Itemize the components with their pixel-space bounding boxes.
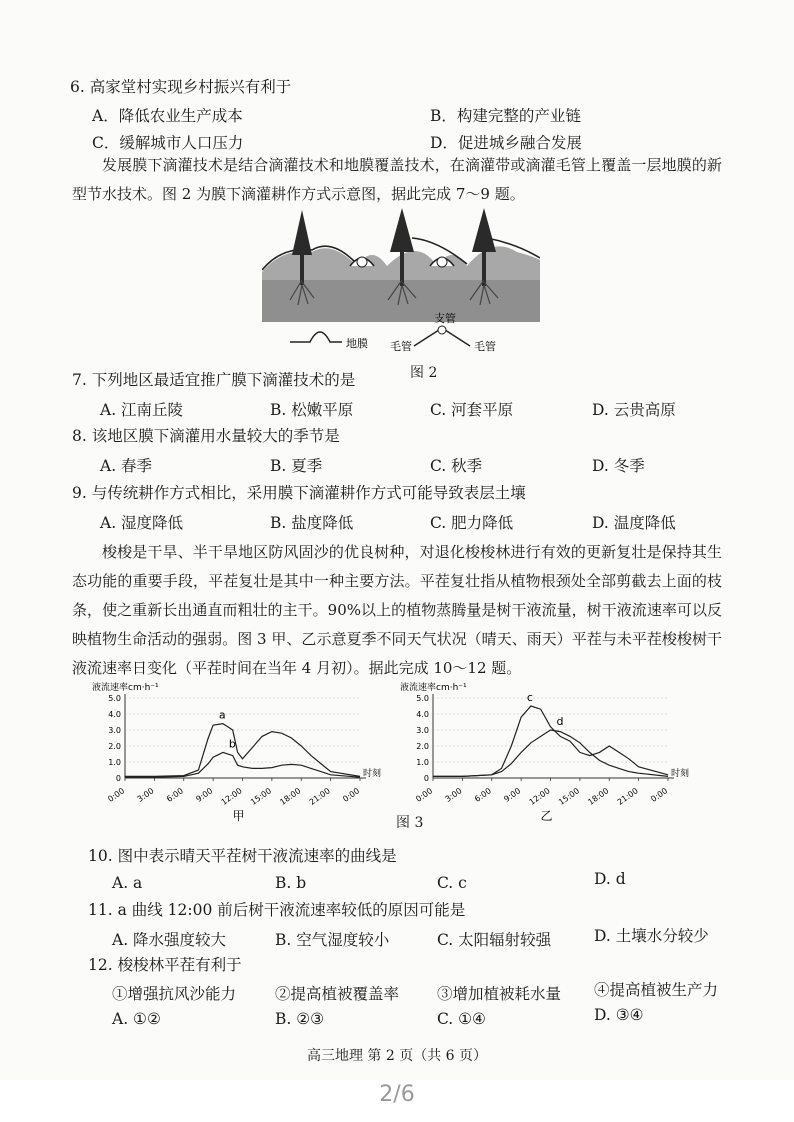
yi-series-label-d: d [556, 715, 564, 728]
yi-x-tick-label: 18:00 [586, 786, 611, 807]
q6-option-c: C．缓解城市人口压力 [92, 134, 244, 152]
yi-series-c [433, 706, 668, 776]
yi-x-tick-label: 0:00 [414, 786, 435, 804]
figure-2-caption: 图 2 [410, 365, 438, 381]
jia-y-tick-label: 4.0 [108, 710, 121, 719]
legend-film-symbol [290, 332, 342, 342]
q9-option-c: C. 肥力降低 [430, 514, 514, 532]
figure-3-chart-yi [398, 678, 698, 828]
yi-x-tick-label: 0:00 [649, 786, 670, 804]
figure-3-chart-jia [90, 678, 390, 828]
yi-y-tick-label: 5.0 [416, 694, 429, 703]
q10-option-d: D. d [594, 870, 626, 888]
yi-x-tick-label: 15:00 [556, 786, 582, 807]
jia-x-tick-label: 0:00 [106, 786, 127, 804]
q8-option-c: C. 秋季 [430, 457, 483, 475]
q12-option-a: A. ①② [112, 1010, 161, 1028]
legend-branch-label: 支管 [434, 312, 456, 325]
yi-x-tick-label: 21:00 [615, 786, 640, 807]
q7-option-d: D. 云贵高原 [592, 401, 676, 419]
q7-option-a: A. 江南丘陵 [100, 401, 184, 419]
jia-chart-title: 甲 [232, 809, 245, 823]
q7-option-c: C. 河套平原 [430, 401, 514, 419]
q12-statement-1: ①增强抗风沙能力 [112, 985, 237, 1003]
q10-stem: 10. 图中表示晴天平茬树干液流速率的曲线是 [88, 847, 397, 865]
figure-2-diagram [262, 200, 540, 380]
q11-option-a: A. 降水强度较大 [112, 931, 227, 949]
legend-capillary-left: 毛管 [390, 340, 412, 353]
jia-y-tick-label: 0 [115, 774, 121, 783]
q9-option-a: A. 湿度降低 [100, 514, 184, 532]
jia-y-tick-label: 3.0 [108, 726, 121, 735]
q12-statement-3: ③增加植被耗水量 [437, 985, 562, 1003]
page-footer: 高三地理 第 2 页（共 6 页） [306, 1048, 488, 1064]
jia-y-tick-label: 5.0 [108, 694, 121, 703]
jia-x-tick-label: 3:00 [135, 786, 156, 804]
jia-y-tick-label: 1.0 [108, 758, 121, 767]
yi-y-tick-label: 3.0 [416, 726, 429, 735]
q12-option-c: C. ①④ [437, 1010, 486, 1028]
q8-option-d: D. 冬季 [592, 457, 645, 475]
q11-option-c: C. 太阳辐射较强 [437, 931, 552, 949]
q7-stem: 7. 下列地区最适宜推广膜下滴灌技术的是 [72, 371, 356, 389]
q12-statement-2: ②提高植被覆盖率 [275, 985, 400, 1003]
figure-3-caption: 图 3 [396, 815, 424, 831]
q12-statement-4: ④提高植被生产力 [594, 981, 719, 999]
yi-y-tick-label: 4.0 [416, 710, 429, 719]
q12-option-d: D. ③④ [594, 1006, 644, 1024]
q6-option-b: B．构建完整的产业链 [430, 107, 581, 125]
q11-option-d: D. 土壤水分较少 [594, 927, 709, 945]
yi-series-d [433, 730, 668, 776]
q9-option-b: B. 盐度降低 [270, 514, 354, 532]
legend-capillary-right: 毛管 [474, 340, 496, 353]
yi-x-tick-label: 9:00 [502, 786, 523, 804]
q6-option-a: A．降低农业生产成本 [92, 107, 243, 125]
yi-x-tick-label: 6:00 [473, 786, 493, 804]
yi-y-tick-label: 2.0 [416, 742, 429, 751]
yi-x-tick-label: 3:00 [443, 786, 464, 804]
q6-stem: 6. 高家堂村实现乡村振兴有利于 [70, 78, 292, 96]
q10-option-c: C. c [437, 874, 467, 892]
q8-option-b: B. 夏季 [270, 457, 323, 475]
q9-stem: 9. 与传统耕作方式相比，采用膜下滴灌耕作方式可能导致表层土壤 [72, 484, 526, 502]
yi-chart-title: 乙 [540, 809, 553, 823]
page-indicator: 2/6 [379, 1082, 415, 1107]
q12-option-b: B. ②③ [275, 1010, 325, 1028]
q8-stem: 8. 该地区膜下滴灌用水量较大的季节是 [72, 427, 340, 445]
q7-option-b: B. 松嫩平原 [270, 401, 354, 419]
drip-emitter-2 [437, 257, 447, 267]
passage-drip-irrigation: 发展膜下滴灌技术是结合滴灌技术和地膜覆盖技术，在滴灌带或滴灌毛管上覆盖一层地膜的新型节水技术。图 2 为膜下滴灌耕作方式示意图，据此完成 7～9 题。 [72, 156, 722, 203]
yi-series-label-c: c [526, 691, 533, 704]
drip-emitter-1 [357, 257, 367, 267]
jia-y-axis-label: 液流速率cm·h⁻¹ [92, 683, 159, 693]
jia-y-tick-label: 2.0 [108, 742, 121, 751]
q6-option-d: D．促进城乡融合发展 [430, 134, 582, 152]
jia-series-label-a: a [218, 708, 226, 722]
yi-x-axis-label: 时刻 [671, 769, 690, 779]
legend-branch-circle [438, 326, 446, 334]
legend-film-label: 地膜 [346, 337, 368, 350]
yi-y-tick-label: 0 [423, 774, 429, 783]
q9-option-d: D. 温度降低 [592, 514, 676, 532]
q10-option-b: B. b [275, 874, 307, 892]
jia-x-tick-label: 12:00 [219, 786, 244, 807]
yi-y-tick-label: 1.0 [416, 758, 429, 767]
jia-series-label-b: b [228, 737, 236, 751]
jia-x-tick-label: 21:00 [307, 786, 332, 807]
jia-x-tick-label: 18:00 [278, 786, 303, 807]
jia-series-a [125, 724, 360, 777]
jia-x-tick-label: 15:00 [248, 786, 274, 807]
q11-stem: 11. a 曲线 12:00 前后树干液流速率较低的原因可能是 [88, 901, 466, 919]
yi-y-axis-label: 液流速率cm·h⁻¹ [400, 683, 467, 693]
jia-x-tick-label: 9:00 [194, 786, 215, 804]
yi-x-tick-label: 12:00 [527, 786, 552, 807]
jia-x-tick-label: 6:00 [165, 786, 185, 804]
jia-x-tick-label: 0:00 [341, 786, 362, 804]
passage-haloxylon: 梭梭是干旱、半干旱地区防风固沙的优良树种，对退化梭梭林进行有效的更新复壮是保持其生态功能的重要手段，平茬复壮是其中一种主要方法。平茬复壮指从植物根颈处全部剪截去上面的枝条，使之重新长出通直而粗壮的主干。90%以上的植物蒸腾量是树干液流量，树干液流速率可以反映植物生命活动的强弱。图 3 甲、乙示意夏季不同天气状况（晴天、雨天）平茬与未平茬梭梭树干液流速率日变化（平茬时间在当年 4 月初）。据此完成 10～12 题。 [72, 543, 722, 677]
q12-stem: 12. 梭梭林平茬有利于 [88, 956, 242, 974]
q11-option-b: B. 空气湿度较小 [275, 931, 390, 949]
jia-x-axis-label: 时刻 [363, 769, 382, 779]
q8-option-a: A. 春季 [100, 457, 153, 475]
jia-series-b [125, 752, 360, 777]
q10-option-a: A. a [112, 874, 143, 892]
